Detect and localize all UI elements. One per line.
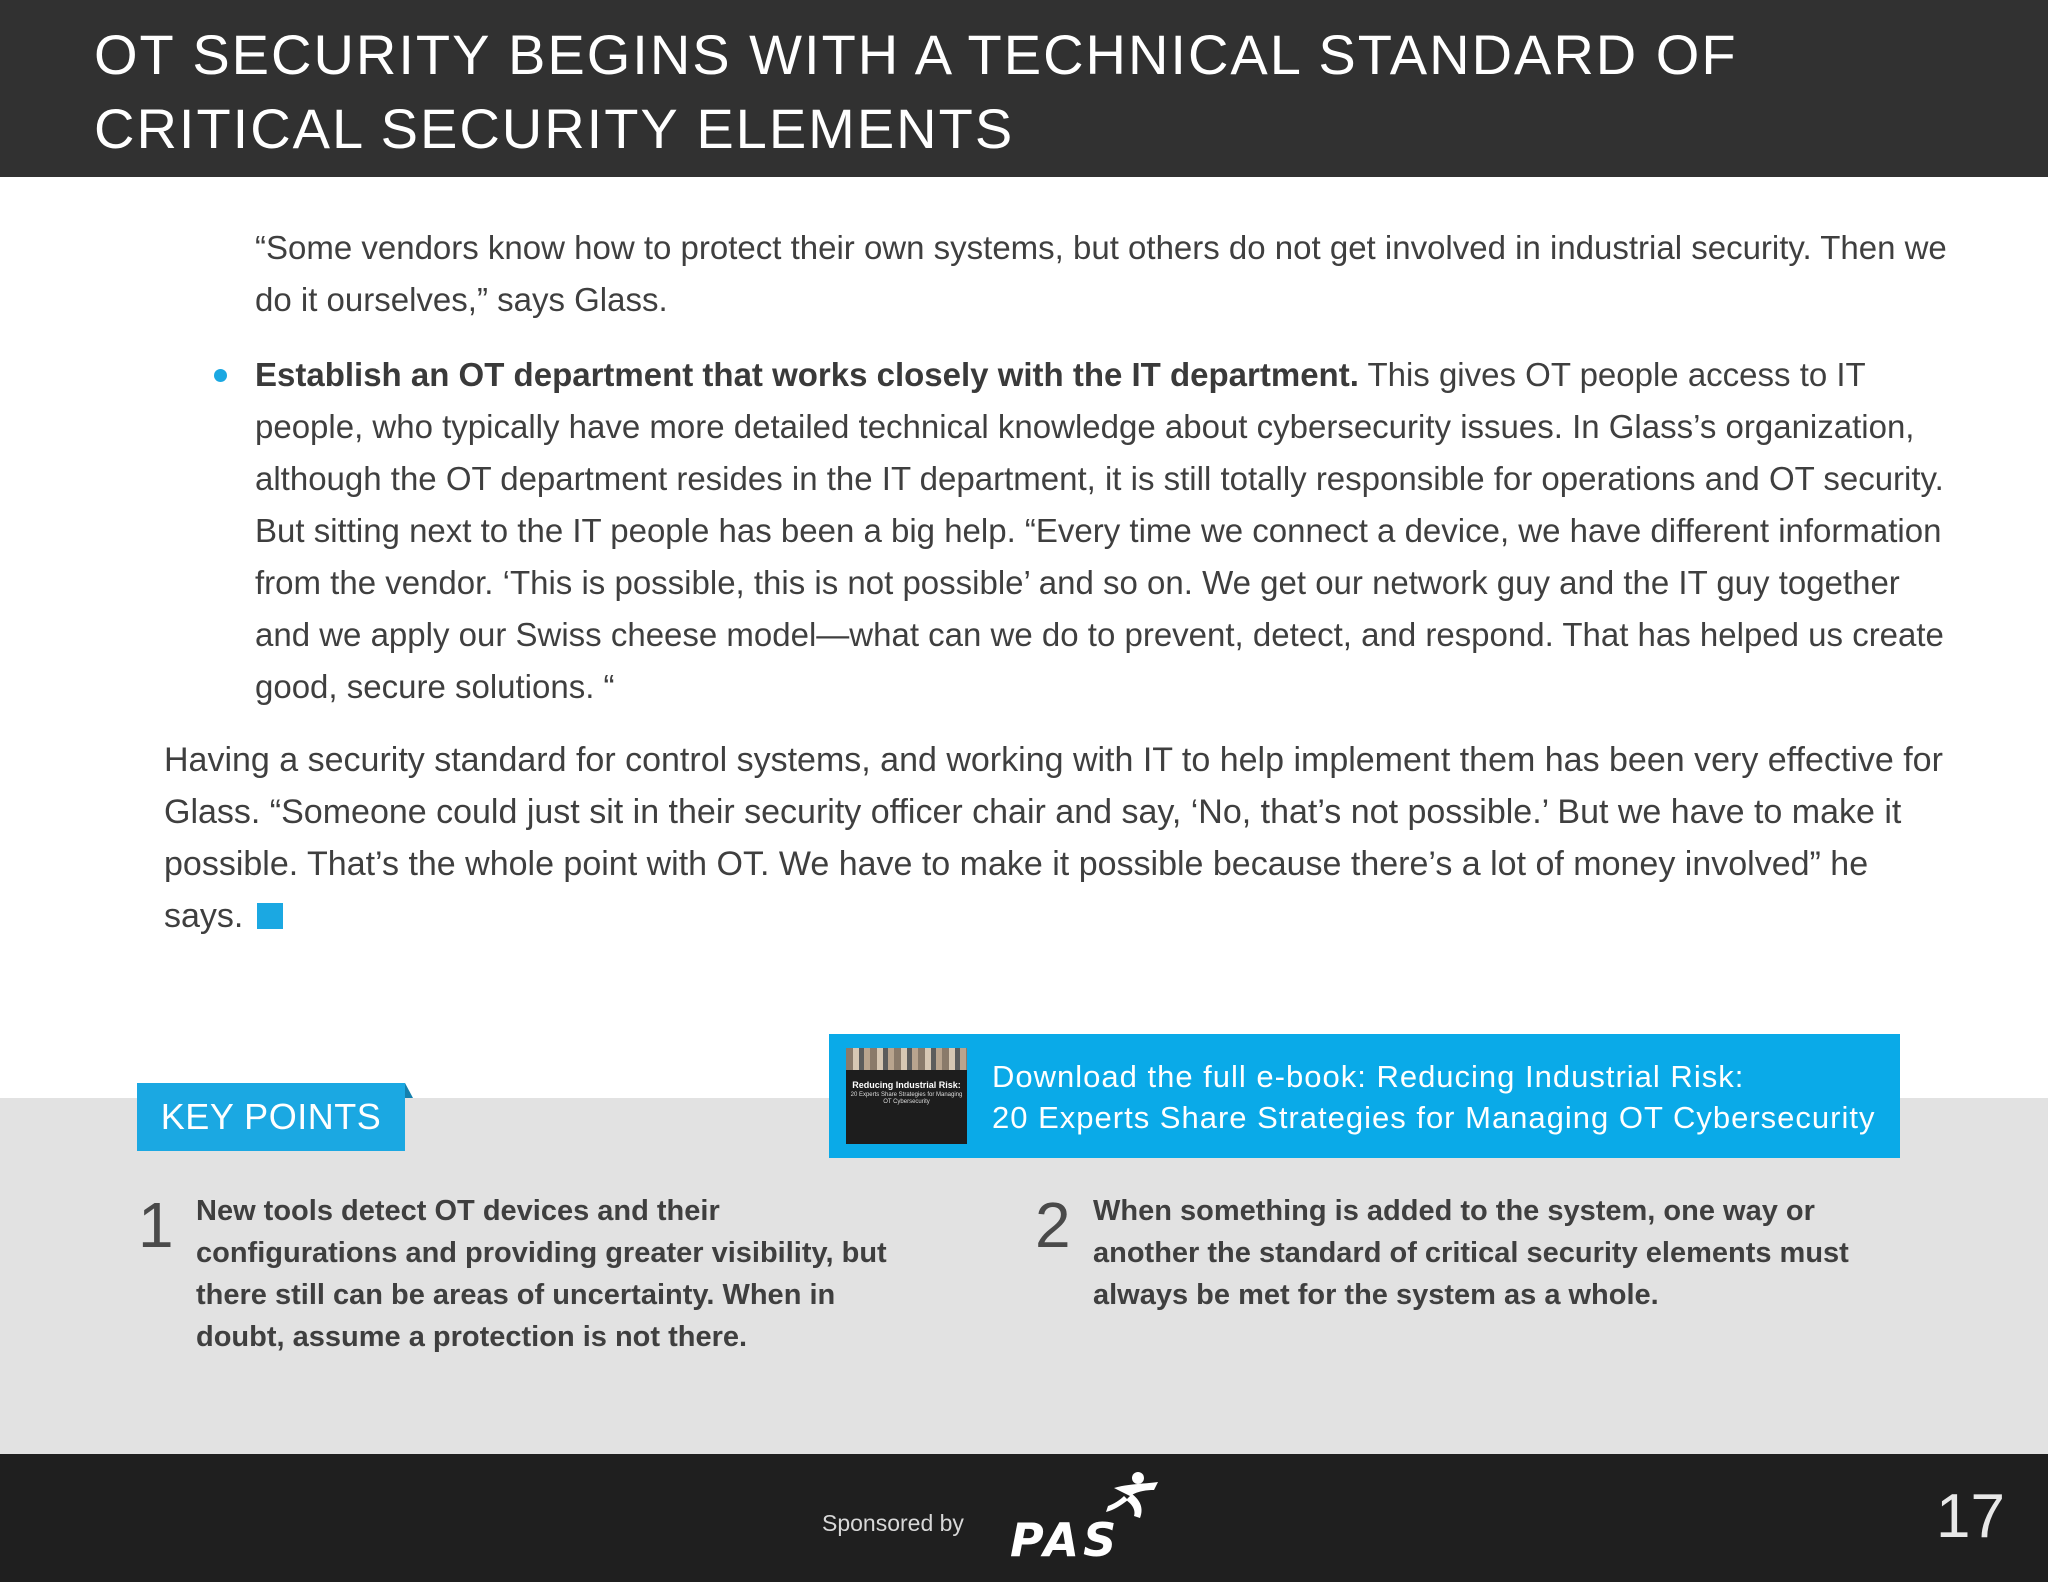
quote-paragraph: “Some vendors know how to protect their own systems, but others do not get involved in industrial security. Then we do it ourselves,” says Glass.	[255, 229, 1947, 318]
cover-subtitle: 20 Experts Share Strategies for Managing OT Cybersecurity	[850, 1092, 963, 1105]
bullet-dot-icon	[214, 369, 227, 382]
key-point-text: New tools detect OT devices and their configurations and providing greater visibility, but there still can be areas of uncertainty. When in doubt, assume a protection is not there.	[196, 1195, 887, 1353]
page-number: 17	[1936, 1482, 2005, 1551]
cover-title: Reducing Industrial Risk:	[852, 1080, 961, 1090]
bullet-lead: Establish an OT department that works closely with the IT department.	[255, 356, 1359, 393]
closing-paragraph	[164, 734, 1954, 942]
download-line-2: 20 Experts Share Strategies for Managing OT Cybersecurity	[992, 1100, 1876, 1135]
key-point-number: 1	[138, 1189, 174, 1261]
key-points-tab	[137, 1083, 405, 1151]
cover-photo-strip	[846, 1048, 967, 1070]
key-points-label: KEY POINTS	[160, 1096, 382, 1137]
download-text	[992, 1056, 1892, 1138]
key-point-number: 2	[1035, 1189, 1071, 1261]
pas-logo[interactable]	[1010, 1470, 1180, 1566]
bullet-text: This gives OT people access to IT people, who typically have more detailed technical knowledge about cybersecurity issues. In Glass’s organization, although the OT department resides in the IT department, it is still totally responsible for operations and OT security. But sitting next to the IT people has been a big help. “Every time we connect a device, we have different information from the vendor. ‘This is possible, this is not possible’ and so on. We get our network guy and the IT guy together and we apply our Swiss cheese model—what can we do to prevent, detect, and respond. That has helped us create good, secure solutions. “	[255, 356, 1944, 705]
page-header	[0, 0, 2048, 177]
bullet-item	[255, 349, 1955, 713]
page-title: OT SECURITY BEGINS WITH A TECHNICAL STANDARD OF CRITICAL SECURITY ELEMENTS	[94, 23, 1738, 160]
end-mark-icon	[257, 903, 283, 929]
key-point-text: When something is added to the system, one way or another the standard of critical security elements must always be met for the system as a whole.	[1093, 1195, 1849, 1311]
sponsored-label: Sponsored by	[822, 1510, 964, 1536]
closing-text: Having a security standard for control systems, and working with IT to help implement them has been very effective for Glass. “Someone could just sit in their security officer chair and say, ‘No, that’s not possible.’ But we have to make it possible. That’s the whole point with OT. We have to make it possible because there’s a lot of money involved” he says.	[164, 741, 1943, 935]
download-line-1: Download the full e-book: Reducing Industrial Risk:	[992, 1059, 1745, 1094]
pas-logo-text: PAS	[1010, 1513, 1121, 1567]
download-ebook-link[interactable]	[829, 1034, 1900, 1158]
ebook-cover-image	[846, 1048, 967, 1144]
